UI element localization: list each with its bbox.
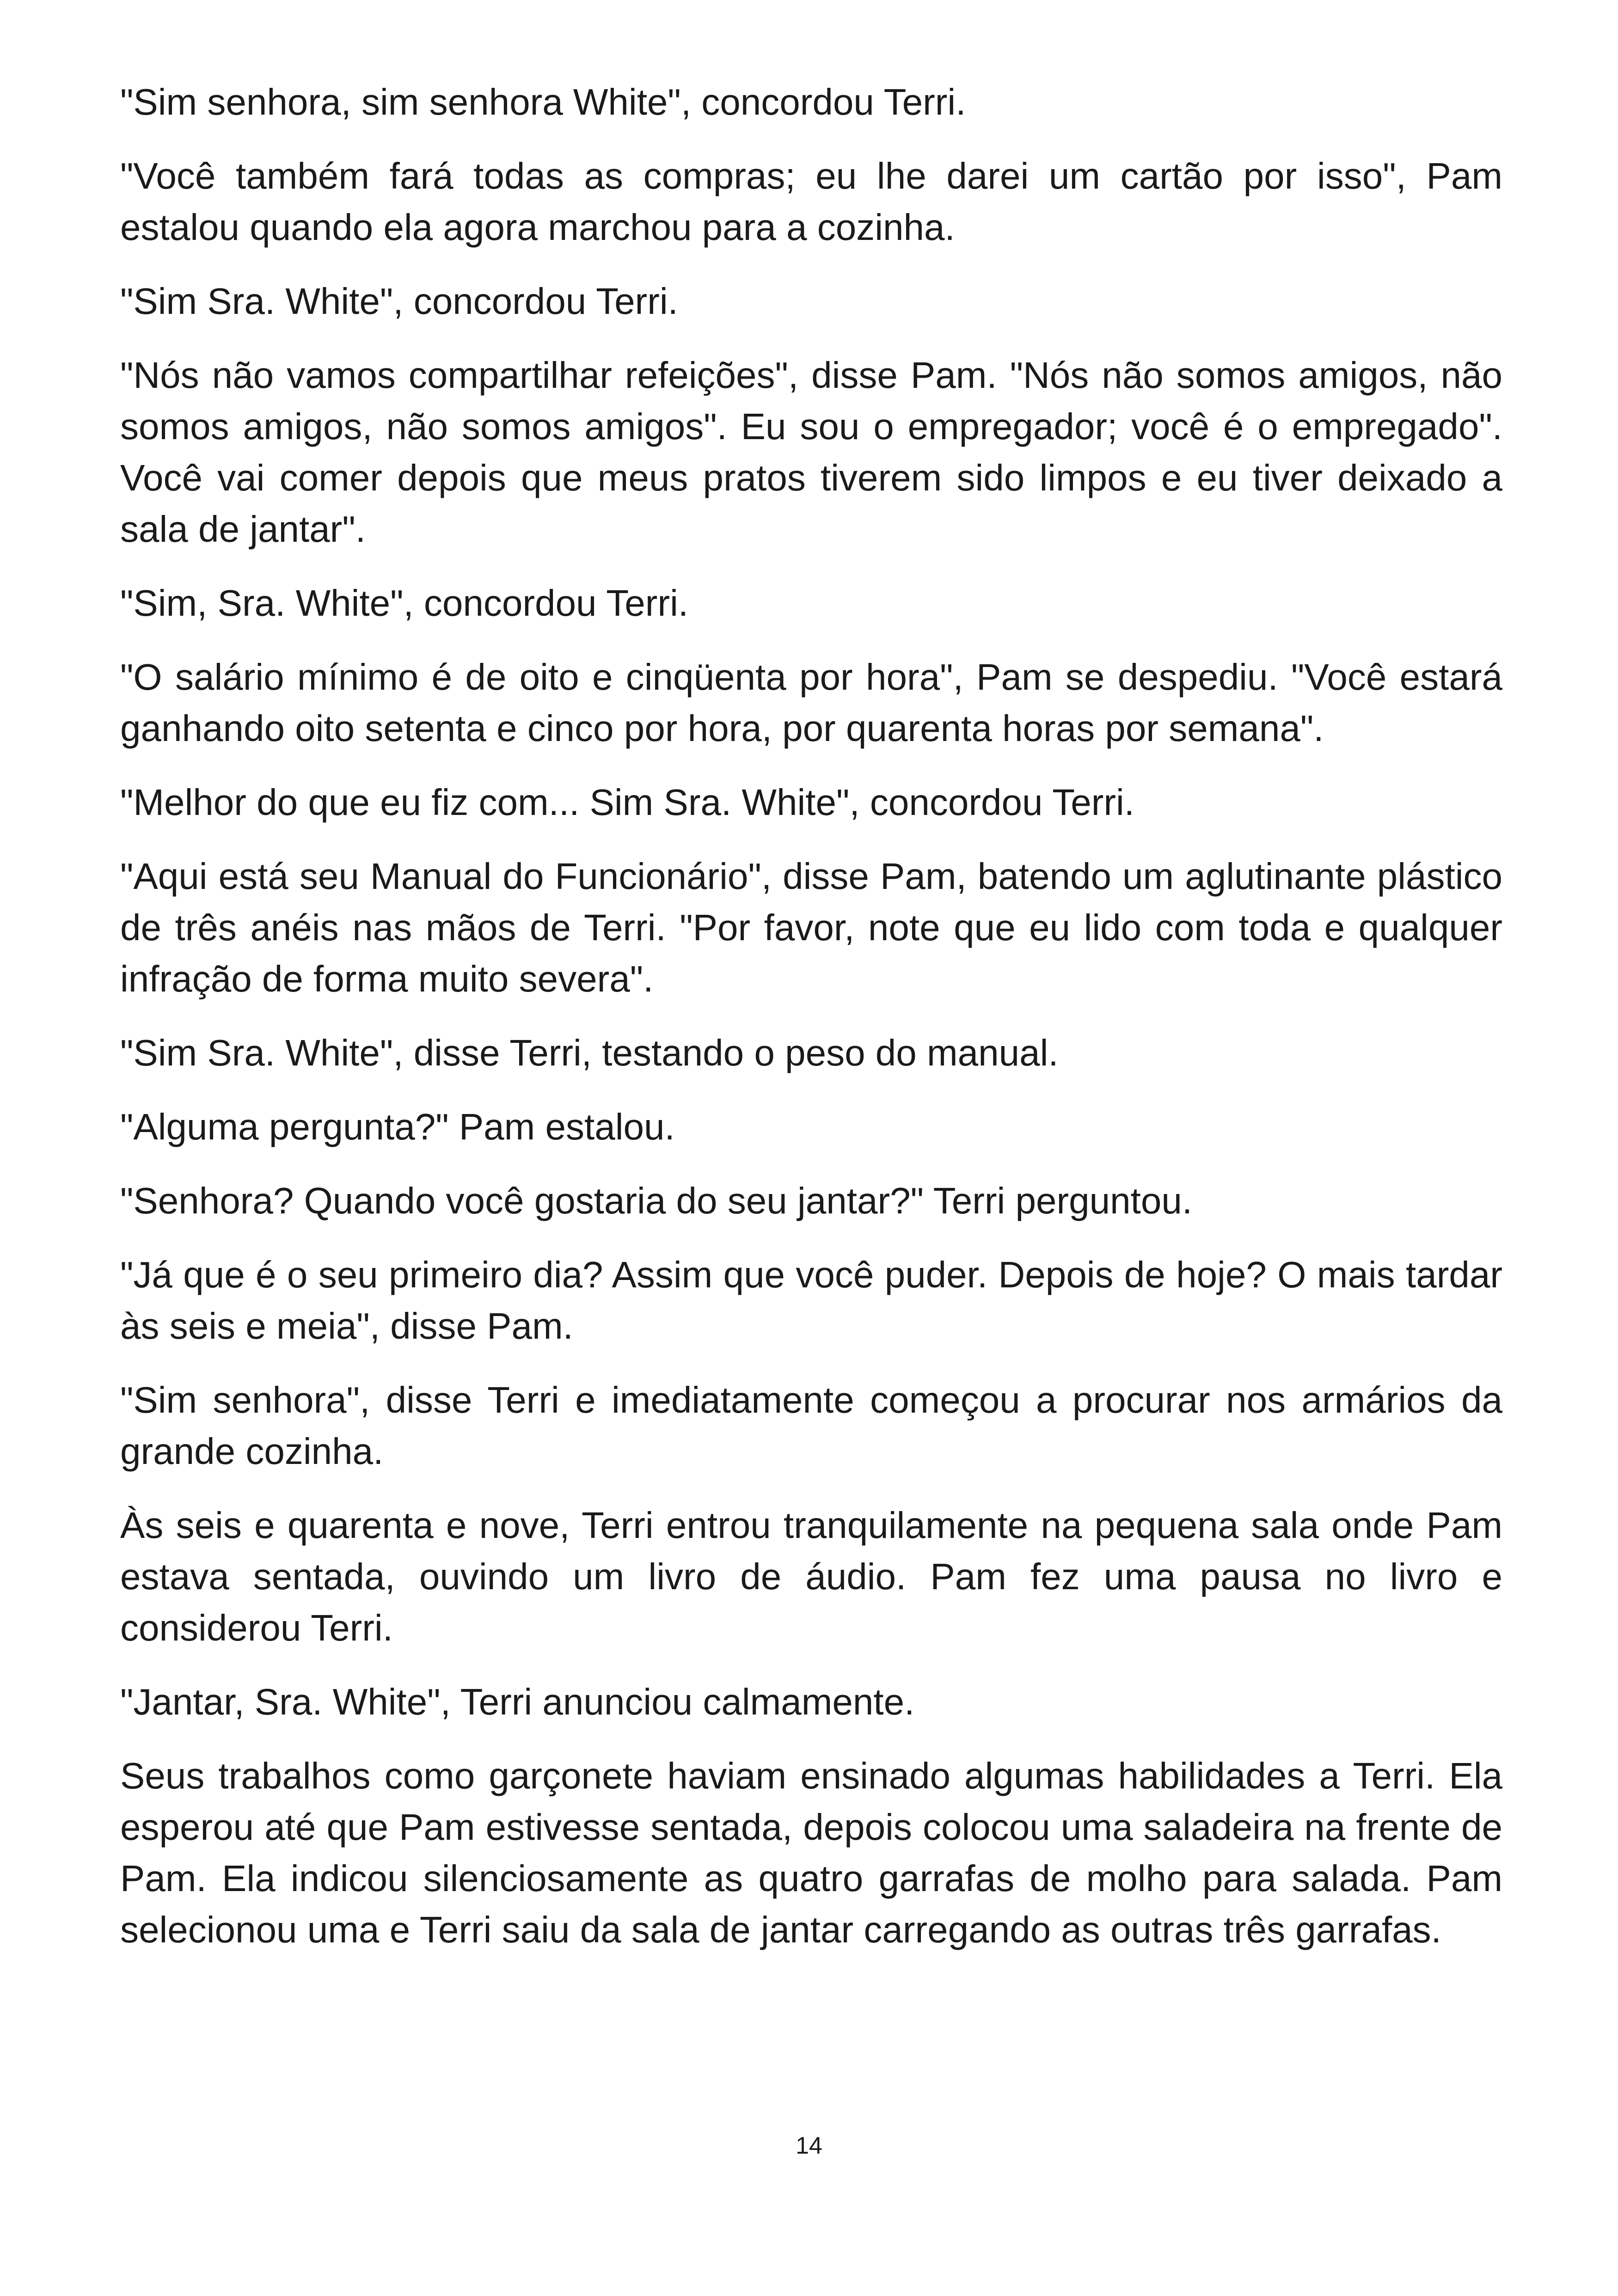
paragraph: "Sim senhora, sim senhora White", concordou Terri. [120,81,966,122]
paragraph: "Jantar, Sra. White", Terri anunciou calmamente. [120,1681,915,1722]
paragraph: "Sim senhora", disse Terri e imediatamente começou a procurar nos armários da grande cozinha. [120,1379,1502,1472]
paragraph: "Senhora? Quando você gostaria do seu jantar?" Terri perguntou. [120,1180,1193,1221]
paragraph: "Você também fará todas as compras; eu lhe darei um cartão por isso", Pam estalou quando ela agora marchou para a cozinha. [120,155,1502,248]
paragraph: "Aqui está seu Manual do Funcionário", disse Pam, batendo um aglutinante plástico de três anéis nas mãos de Terri. "Por favor, note que eu lido com toda e qualquer infração de forma muito severa". [120,856,1502,999]
paragraph: "Já que é o seu primeiro dia? Assim que você puder. Depois de hoje? O mais tardar às seis e meia", disse Pam. [120,1254,1502,1347]
paragraph: "O salário mínimo é de oito e cinqüenta por hora", Pam se despediu. "Você estará ganhando oito setenta e cinco por hora, por quarenta horas por semana". [120,656,1502,749]
paragraph: "Sim, Sra. White", concordou Terri. [120,582,689,624]
page-number: 14 [796,2132,822,2159]
paragraph: "Nós não vamos compartilhar refeições", disse Pam. "Nós não somos amigos, não somos amigos, não somos amigos". Eu sou o empregador; você é o empregado". Você vai comer depois que meus pratos tiverem sido limpos e eu tiver deixado a sala de jantar". [120,355,1502,550]
paragraph: "Melhor do que eu fiz com... Sim Sra. White", concordou Terri. [120,782,1134,823]
paragraph: "Sim Sra. White", concordou Terri. [120,281,678,322]
body-text [120,76,1502,1978]
paragraph: Às seis e quarenta e nove, Terri entrou tranquilamente na pequena sala onde Pam estava sentada, ouvindo um livro de áudio. Pam fez uma pausa no livro e considerou Terri. [120,1505,1502,1648]
paragraph: Seus trabalhos como garçonete haviam ensinado algumas habilidades a Terri. Ela esperou até que Pam estivesse sentada, depois colocou uma saladeira na frente de Pam. Ela indicou silenciosamente as quatro garrafas de molho para salada. Pam selecionou uma e Terri saiu da sala de jantar carregando as outras três garrafas. [120,1755,1502,1950]
paragraph: "Alguma pergunta?" Pam estalou. [120,1106,675,1147]
paragraph: "Sim Sra. White", disse Terri, testando o peso do manual. [120,1032,1059,1073]
